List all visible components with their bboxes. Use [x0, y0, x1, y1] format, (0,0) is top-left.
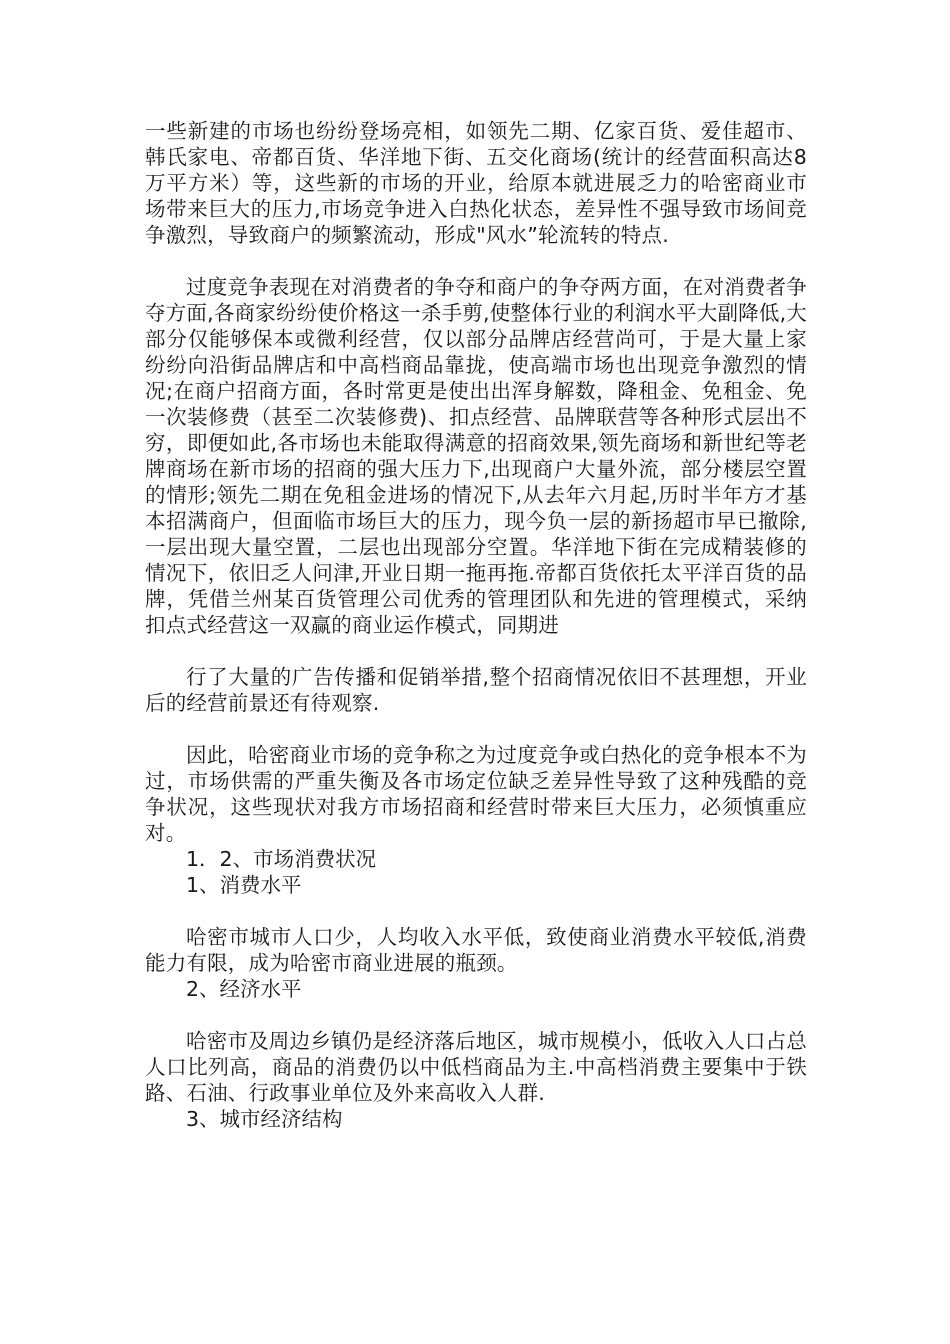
- paragraph-consumption-level: 哈密市城市人口少，人均收入水平低，致使商业消费水平较低,消费能力有限，成为哈密市商业进展的瓶颈。: [145, 925, 807, 975]
- paragraph-overcompetition: 过度竞争表现在对消费者的争夺和商户的争夺两方面，在对消费者争夺方面,各商家纷纷使价格这一杀手剪,使整体行业的利润水平大副降低,大部分仅能够保本或微利经营，仅以部分品牌店经营尚可，于是大量上家纷纷向沿街品牌店和中高档商品靠拢，使高端市场也出现竞争激烈的情况;在商户招商方面，各时常更是使出出浑身解数，降租金、免租金、免一次装修费（甚至二次装修费)、扣点经营、品牌联营等各种形式层出不穷，即便如此,各市场也未能取得满意的招商效果,领先商场和新世纪等老牌商场在新市场的招商的强大压力下,出现商户大量外流，部分楼层空置的情形;领先二期在免租金进场的情况下,从去年六月起,历时半年方才基本招满商户，但面临市场巨大的压力，现今负一层的新扬超市早已撤除,一层出现大量空置，二层也出现部分空置。华洋地下街在完成精装修的情况下，依旧乏人问津,开业日期一拖再拖.帝都百货依托太平洋百货的品牌，凭借兰州某百货管理公司优秀的管理团队和先进的管理模式，采纳扣点式经营这一双赢的商业运作模式，同期进: [145, 275, 807, 637]
- paragraph-advertising-continuation: 行了大量的广告传播和促销举措,整个招商情况依旧不甚理想，开业后的经营前景还有待观察.: [145, 665, 807, 715]
- section-heading-consumption-status: 1．2、市场消费状况: [186, 847, 377, 871]
- paragraph-conclusion: 因此，哈密商业市场的竞争称之为过度竞争或白热化的竞争根本不为过，市场供需的严重失衡及各市场定位缺乏差异性导致了这种残酷的竞争状况，这些现状对我方市场招商和经营时带来巨大压力，必须慎重应对。: [145, 743, 807, 845]
- paragraph-market-newcomers: 一些新建的市场也纷纷登场亮相，如领先二期、亿家百货、爱佳超市、韩氏家电、帝都百货、华洋地下街、五交化商场(统计的经营面积高达8万平方米）等，这些新的市场的开业，给原本就进展乏力的哈密商业市场带来巨大的压力,市场竞争进入白热化状态，差异性不强导致市场间竞争激烈，导致商户的频繁流动，形成"风水”轮流转的特点.: [145, 119, 807, 247]
- subheading-economic-level: 2、经济水平: [186, 977, 302, 1001]
- subheading-urban-economic-structure: 3、城市经济结构: [186, 1107, 343, 1131]
- document-page: [145, 118, 807, 1132]
- subheading-consumption-level: 1、消费水平: [186, 873, 302, 897]
- paragraph-economic-level: 哈密市及周边乡镇仍是经济落后地区，城市规模小，低收入人口占总人口比列高，商品的消费仍以中低档商品为主.中高档消费主要集中于铁路、石油、行政事业单位及外来高收入人群.: [145, 1029, 807, 1105]
